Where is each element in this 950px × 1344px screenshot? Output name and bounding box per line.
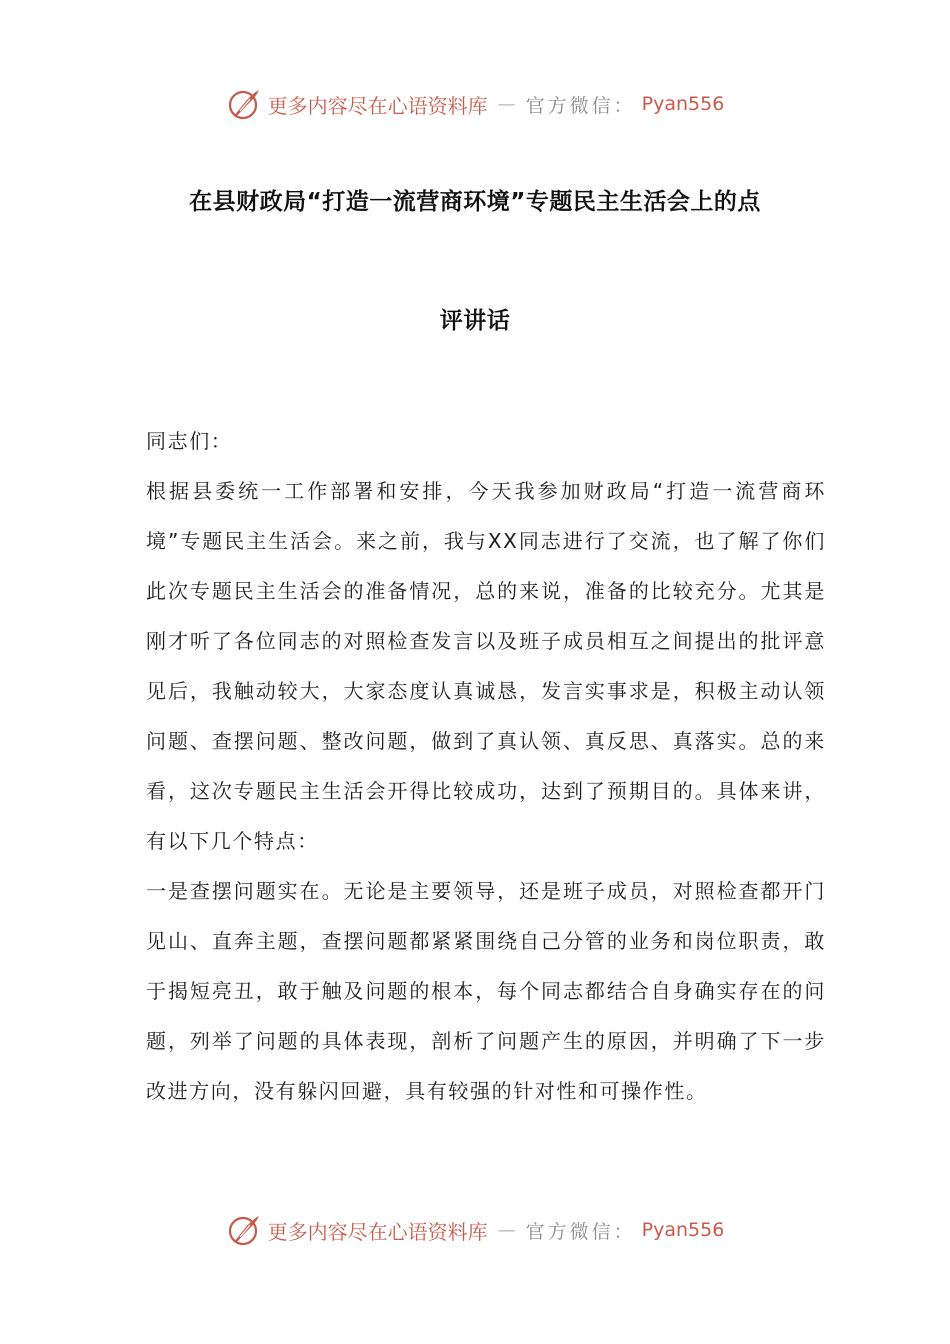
quill-pen-logo-icon (226, 1212, 262, 1248)
document-title-line-1: 在县财政局“打造一流营商环境”专题民主生活会上的点 (189, 189, 761, 215)
header-banner (0, 82, 950, 126)
banner-separator: — (497, 93, 516, 115)
document-body (146, 416, 826, 1116)
banner-slogan: 更多内容尽在心语资料库 (267, 1219, 488, 1244)
paragraph-2: 一是查摆问题实在。无论是主要领导，还是班子成员，对照检查都开门见山、直奔主题，查摆问题都紧紧围绕自己分管的业务和岗位职责，敢于揭短亮丑，敢于触及问题的根本，每个同志都结合自身确实存在的问题，列举了问题的具体表现，剖析了问题产生的原因，并明确了下一步改进方向，没有躲闪回避，具有较强的针对性和可操作性。 (146, 879, 826, 1103)
footer-banner (0, 1208, 950, 1252)
header-banner-content (226, 86, 725, 122)
footer-banner-content (226, 1212, 725, 1248)
paragraph-1: 根据县委统一工作部署和安排，今天我参加财政局“打造一流营商环境”专题民主生活会。来之前，我与XX同志进行了交流，也了解了你们此次专题民主生活会的准备情况，总的来说，准备的比较充分。尤其是刚才听了各位同志的对照检查发言以及班子成员相互之间提出的批评意见后，我触动较大，大家态度认真诚恳，发言实事求是，积极主动认领问题、查摆问题、整改问题，做到了真认领、真反思、真落实。总的来看，这次专题民主生活会开得比较成功，达到了预期目的。具体来讲，有以下几个特点： (146, 479, 826, 853)
quill-pen-logo-icon (226, 86, 262, 122)
banner-wechat-id: Pyan556 (641, 93, 725, 115)
document-title-line-2: 评讲话 (439, 308, 511, 334)
banner-wechat-label: 官方微信： (525, 94, 636, 117)
banner-slogan: 更多内容尽在心语资料库 (267, 93, 488, 118)
banner-wechat-label: 官方微信： (525, 1220, 636, 1243)
salutation: 同志们： (146, 429, 233, 453)
banner-wechat-id: Pyan556 (641, 1219, 725, 1241)
banner-separator: — (497, 1219, 516, 1241)
